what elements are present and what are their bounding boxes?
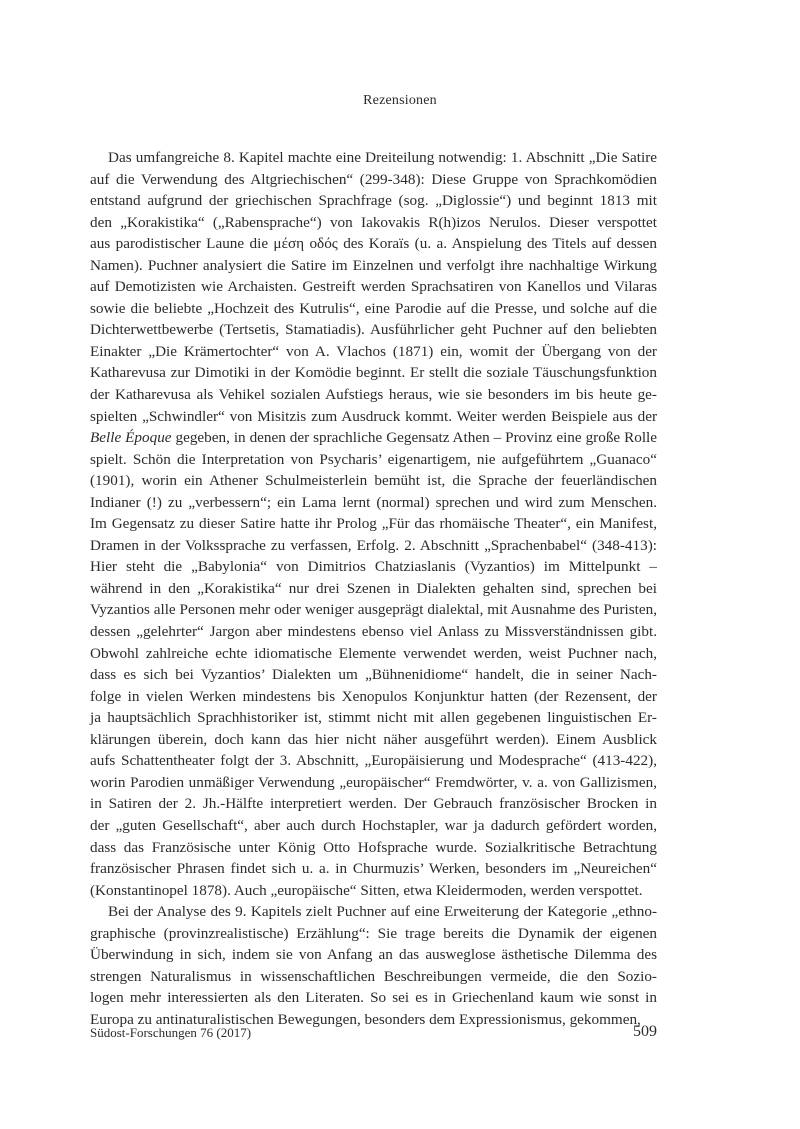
text-line: Im Gegensatz zu dieser Satire hatte ihr Prolog „Für das rhomäische Theater“, ein Manifest, xyxy=(90,515,657,533)
text-line: dass es sich bei Vyzantios’ Dialekten um „Bühnenidiome“ handelt, die in seiner Nach- xyxy=(90,666,657,684)
paragraph-chapter-8 xyxy=(90,147,657,901)
text-line: Bei der Analyse des 9. Kapitels zielt Puchner auf eine Erweiterung der Kategorie „ethno- xyxy=(108,903,657,921)
text-line: Hier steht die „Babylonia“ von Dimitrios Chatziaslanis (Vyzantios) im Mittelpunkt – xyxy=(90,558,657,576)
italic-term: Belle Époque xyxy=(90,429,172,447)
text-line: strengen Naturalismus in wissenschaftlichen Beschreibungen vermeide, die den Sozio- xyxy=(90,967,657,985)
text-line: Das umfangreiche 8. Kapitel machte eine Dreiteilung notwendig: 1. Abschnitt „Die Satire xyxy=(108,149,657,166)
paragraph-chapter-9 xyxy=(90,901,657,1030)
text-line: auf die Verwendung des Altgriechischen“ (299-348): Diese Gruppe von Sprachkomödien xyxy=(90,170,657,188)
text-line: (1901), worin ein Athener Schulmeisterlein bemüht ist, die Sprache der feuerländischen xyxy=(90,472,657,490)
running-title: Rezensionen xyxy=(363,93,437,108)
text-line: Namen). Puchner analysiert die Satire im Einzelnen und verfolgt ihre nachhaltige Wirkung xyxy=(90,256,657,274)
text-line: folge in vielen Werken mindestens bis Xenopulos Konjunktur hatten (der Rezensent, der xyxy=(90,687,657,705)
journal-citation: Südost-Forschungen 76 (2017) xyxy=(90,1025,252,1040)
review-body xyxy=(90,147,657,1030)
page-number: 509 xyxy=(633,1023,657,1040)
text-line: sowie die beliebte „Hochzeit des Kutrulis“, eine Parodie auf die Presse, und solche auf die xyxy=(90,299,657,317)
text-line: der Katharevusa als Vehikel sozialen Aufstiegs heraus, wie sie besonders im bis heute ge- xyxy=(90,386,657,404)
text-line: ja hauptsächlich Sprachhistoriker ist, stimmt nicht mit allen gegebenen linguistischen Er- xyxy=(90,709,657,727)
text-line: französischer Phrasen findet sich u. a. in Churmuzis’ Werken, besonders im „Neureichen“ xyxy=(90,860,657,878)
text-line: auf Demotizisten wie Archaisten. Gestreift werden Sprachsatiren von Kanellos und Vilaras xyxy=(90,278,657,296)
text-line: in Satiren der 2. Jh.-Hälfte interpretiert werden. Der Gebrauch französischer Brocken in xyxy=(90,795,657,813)
text-line: Dichterwettbewerbe (Tertsetis, Stamatiadis). Ausführlicher geht Puchner auf den beliebten xyxy=(90,321,657,339)
text-line: Belle Époque gegeben, in denen der sprachliche Gegensatz Athen – Provinz eine große Rolle xyxy=(90,429,658,447)
text-line: aufs Schattentheater folgt der 3. Abschnitt, „Europäisierung und Modesprache“ (413-422), xyxy=(90,752,657,770)
text-line: spielten „Schwindler“ von Misitzis zum Ausdruck kommt. Weiter werden Beispiele aus der xyxy=(90,407,657,425)
text-line: dass das Französische unter König Otto Hofsprache wurde. Sozialkritische Betrachtung xyxy=(90,838,657,856)
page-footer xyxy=(90,1023,657,1043)
text-line: aus parodistischer Laune die μέση οδός des Koraïs (u. a. Anspielung des Titels auf dessen xyxy=(90,235,657,253)
text-line: während in den „Korakistika“ nur drei Szenen in Dialekten gehalten sind, sprechen bei xyxy=(90,579,657,597)
text-line: worin Parodien unmäßiger Verwendung „europäischer“ Fremdwörter, v. a. von Gallizismen, xyxy=(90,773,657,791)
text-line: (Konstantinopel 1878). Auch „europäische“ Sitten, etwa Kleidermoden, werden verspottet. xyxy=(90,881,643,899)
text-line: spielt. Schön die Interpretation von Psycharis’ eigenartigem, nie aufgeführtem „Guanaco“ xyxy=(90,450,657,468)
text-line: Dramen in der Volkssprache zu verfassen, Erfolg. 2. Abschnitt „Sprachenbabel“ (348-413): xyxy=(90,536,657,554)
text-line: logen mehr interessierten als den Literaten. So sei es in Griechenland kaum wie sonst in xyxy=(90,989,657,1007)
text-line: entstand aufgrund der griechischen Sprachfrage (sog. „Diglossie“) und beginnt 1813 mit xyxy=(90,192,657,210)
text-line: klärungen überein, doch kann das hier nicht näher ausgeführt werden). Einem Ausblick xyxy=(90,730,657,748)
text-line: dessen „gelehrter“ Jargon aber mindestens ebenso viel Anlass zu Missverständnissen gibt. xyxy=(90,623,657,641)
text-line: Europa zu antinaturalistischen Bewegungen, besonders dem Expressionismus, gekommen, xyxy=(90,1010,641,1028)
text-line: Obwohl zahlreiche echte idiomatische Elemente verwendet werden, weist Puchner nach, xyxy=(90,644,657,662)
text-line: der „guten Gesellschaft“, aber auch durch Hochstapler, war ja dadurch gefördert worden, xyxy=(90,816,657,834)
text-line: Vyzantios alle Personen mehr oder weniger ausgeprägt dialektal, mit Ausnahme des Puristen, xyxy=(90,601,657,619)
text-line: Indianer (!) zu „verbessern“; ein Lama lernt (normal) sprechen und wird zum Menschen. xyxy=(90,493,657,511)
text-line: graphische (provinzrealistische) Erzählung“: Sie trage bereits die Dynamik der eigenen xyxy=(90,924,657,942)
text-line: den „Korakistika“ („Rabensprache“) von Iakovakis R(h)izos Nerulos. Dieser verspottet xyxy=(90,213,657,231)
text-line: Katharevusa zur Dimotiki in der Komödie beginnt. Er stellt die soziale Täuschungsfunktion xyxy=(90,364,657,382)
text-line: Einakter „Die Krämertochter“ von A. Vlachos (1871) ein, womit der Übergang von der xyxy=(90,342,657,360)
text-line: Überwindung in sich, indem sie von Anfang an das ausweglose ästhetische Dilemma des xyxy=(90,946,657,964)
